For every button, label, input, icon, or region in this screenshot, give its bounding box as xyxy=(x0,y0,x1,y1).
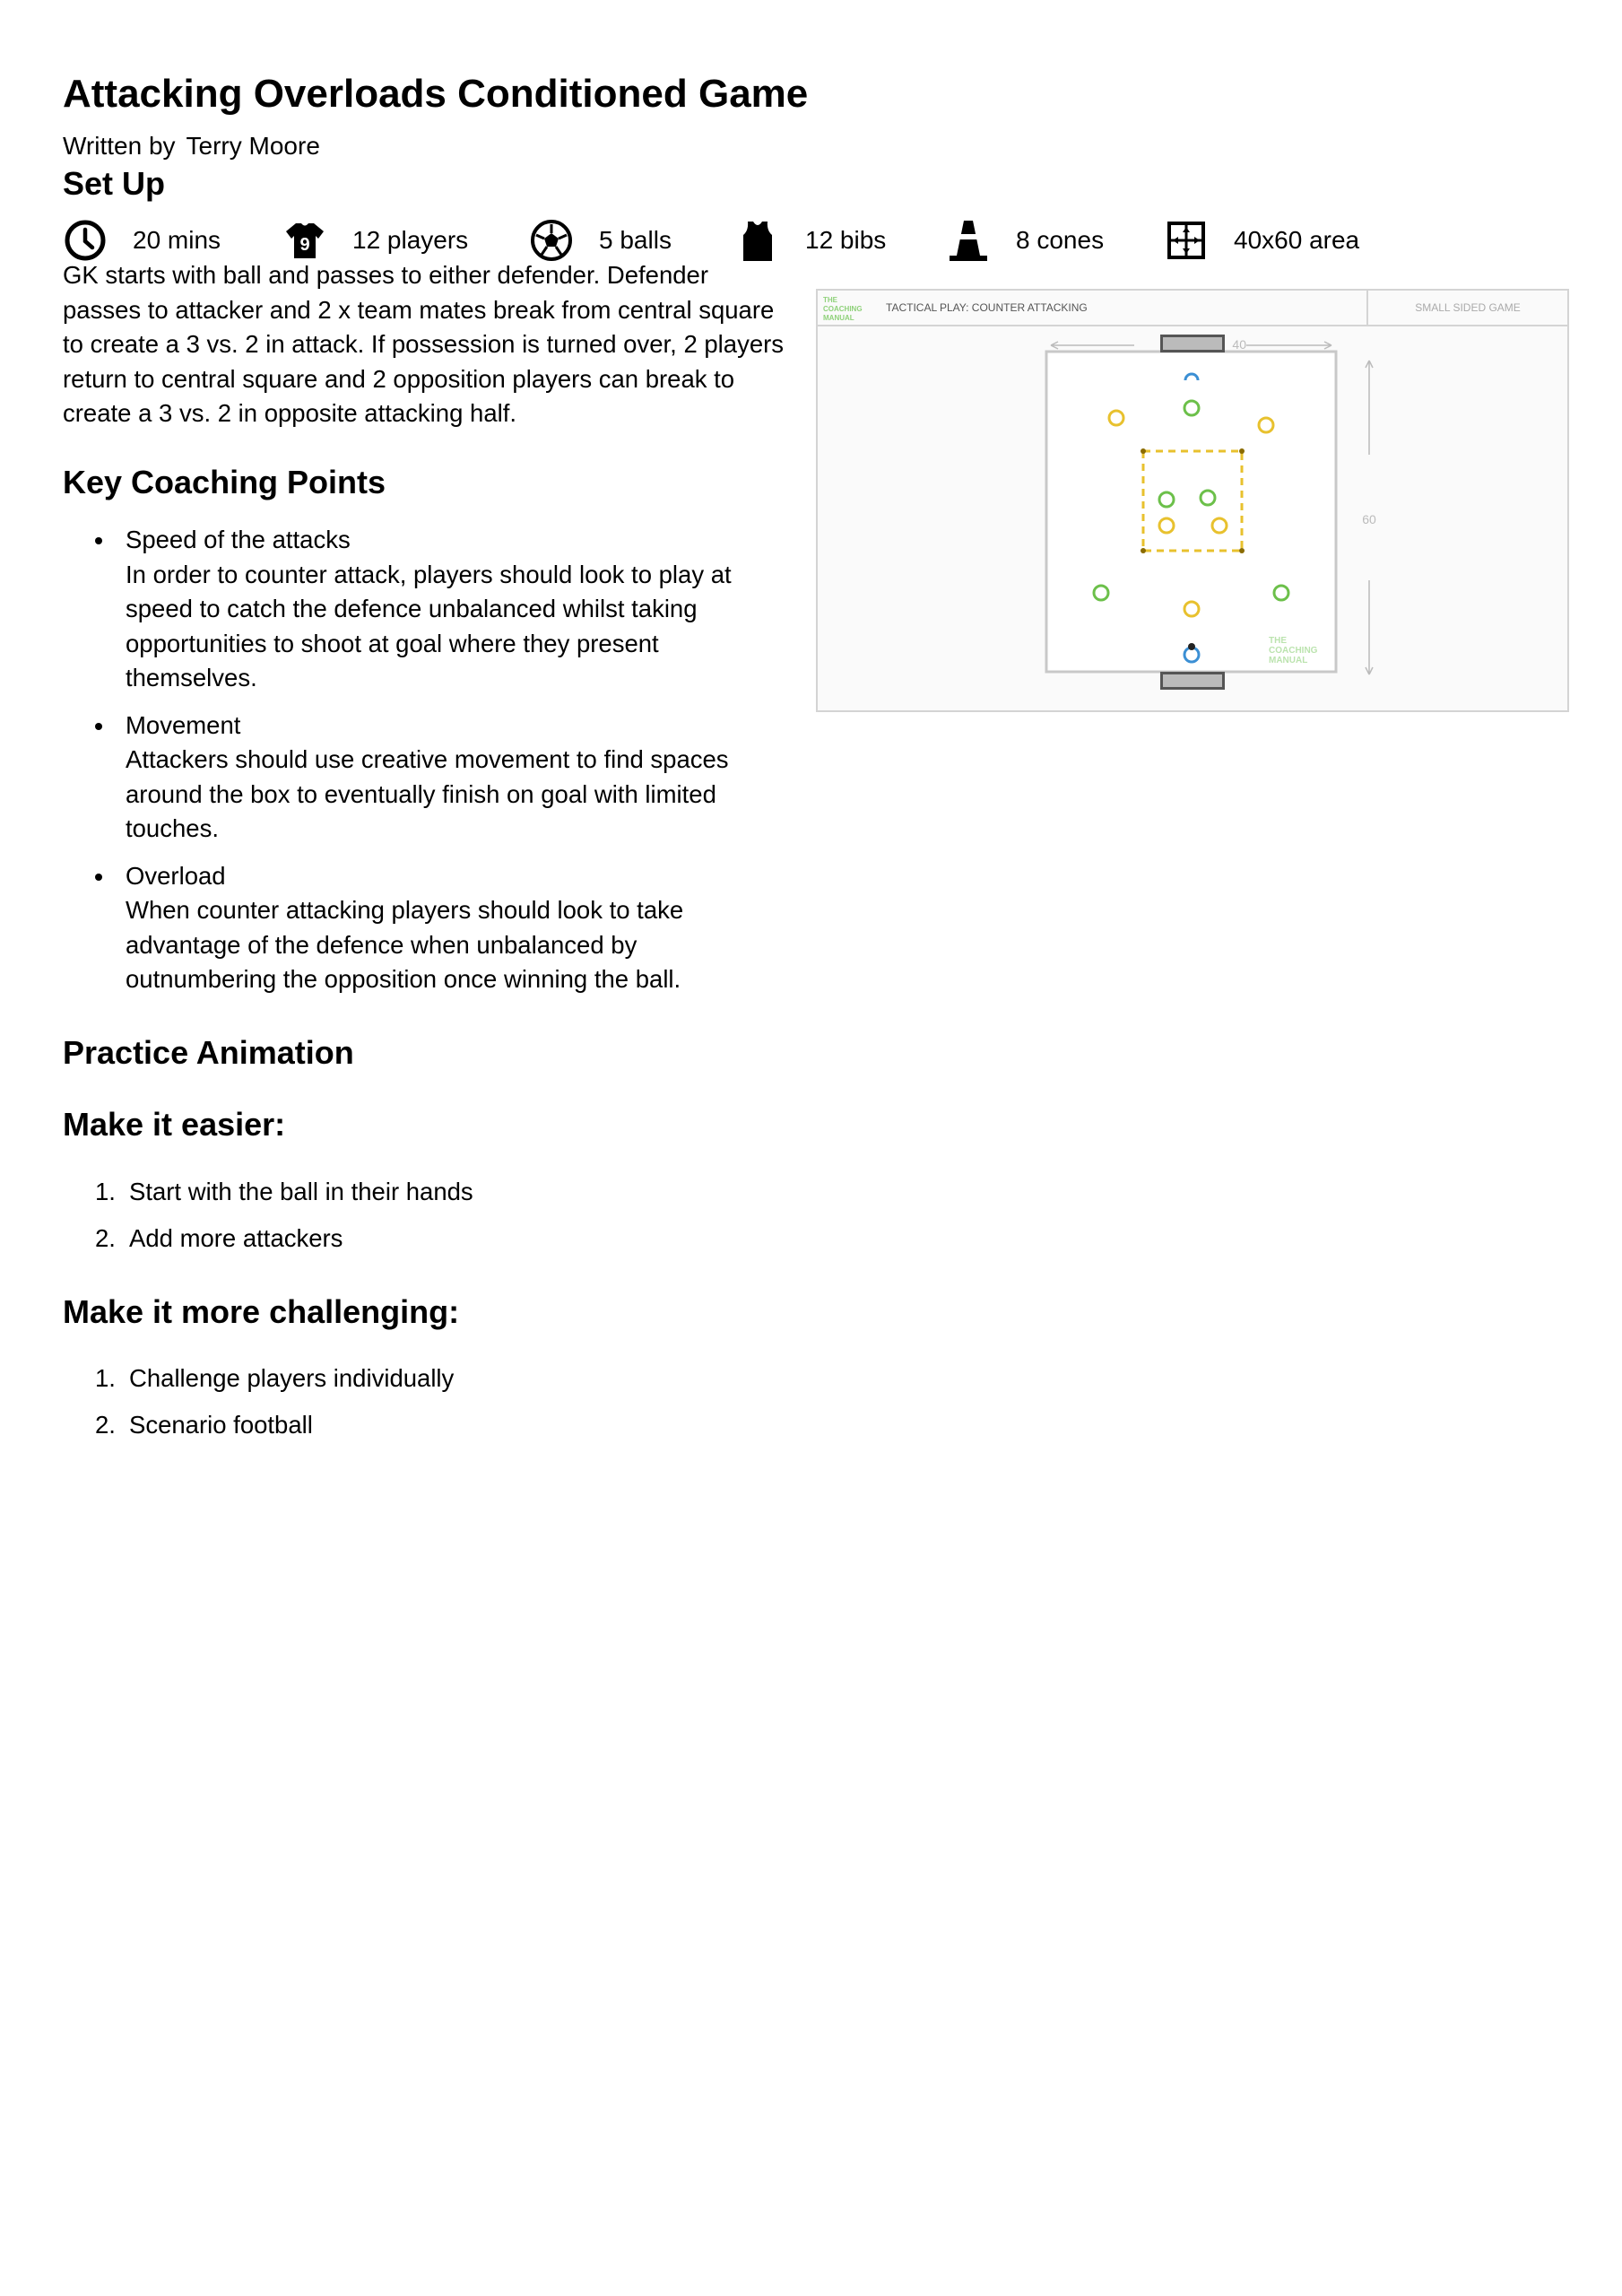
ball xyxy=(1188,643,1195,650)
svg-text:THE: THE xyxy=(823,296,837,304)
top-goal xyxy=(1160,335,1225,352)
svg-text:MANUAL: MANUAL xyxy=(1269,656,1308,665)
make-challenging-heading: Make it more challenging: xyxy=(63,1293,460,1330)
description-line: create a 3 vs. 2 in opposite attacking half. xyxy=(63,399,516,427)
cone-marker xyxy=(1239,548,1245,553)
point-line: around the box to eventually finish on goal with limited xyxy=(126,779,716,808)
clock-icon xyxy=(63,218,108,263)
point-line: opportunities to shoot at goal where they present xyxy=(126,629,659,657)
list-item xyxy=(126,709,834,847)
cone-marker xyxy=(1141,548,1146,553)
cone-icon xyxy=(946,218,991,263)
list-number: 2. xyxy=(95,1224,116,1252)
point-line: speed to catch the defence unbalanced whilst taking xyxy=(126,595,698,622)
shirt-number: 9 xyxy=(299,235,310,255)
equipment-label: 5 balls xyxy=(599,226,672,254)
point-line: advantage of the defence when unbalanced by xyxy=(126,930,638,959)
point-line: When counter attacking players should look to take xyxy=(126,896,684,924)
list-number: 1. xyxy=(95,1364,116,1392)
tactical-diagram xyxy=(816,289,1569,712)
equipment-label: 40x60 area xyxy=(1234,226,1360,254)
byline-label: Written by xyxy=(63,132,176,160)
point-line: themselves. xyxy=(126,664,257,691)
easier-list xyxy=(63,1175,473,1268)
equipment-label: 20 mins xyxy=(133,226,221,254)
byline xyxy=(63,132,320,161)
author-name: Terry Moore xyxy=(186,132,320,160)
svg-text:COACHING: COACHING xyxy=(823,305,863,313)
point-line: outnumbering the opposition once winning the ball. xyxy=(126,965,681,993)
bottom-goal xyxy=(1160,672,1225,690)
setup-heading: Set Up xyxy=(63,165,166,202)
equipment-label: 8 cones xyxy=(1016,226,1105,254)
list-text: Start with the ball in their hands xyxy=(129,1178,473,1205)
list-text: Challenge players individually xyxy=(129,1364,455,1392)
diagram-header-type: SMALL SIDED GAME xyxy=(1415,301,1521,314)
description-line: passes to attacker and 2 x team mates break from central square xyxy=(63,295,775,324)
point-title: Movement xyxy=(126,710,241,739)
point-title: Speed of the attacks xyxy=(126,526,351,553)
list-item xyxy=(63,1175,473,1222)
equipment-cones xyxy=(946,215,1104,265)
list-number: 1. xyxy=(95,1178,116,1205)
equipment-label: 12 bibs xyxy=(805,226,887,254)
list-text: Scenario football xyxy=(129,1411,313,1439)
ball-icon xyxy=(529,218,574,263)
description-line: return to central square and 2 opposition players can break to xyxy=(63,364,735,393)
list-item xyxy=(63,1361,454,1408)
cone-marker xyxy=(1239,448,1245,454)
list-text: Add more attackers xyxy=(129,1224,343,1252)
key-points-heading: Key Coaching Points xyxy=(63,464,386,500)
bib-icon xyxy=(735,218,780,263)
shirt-icon xyxy=(282,218,327,263)
list-item xyxy=(63,1222,473,1268)
key-points-list xyxy=(63,523,834,1010)
svg-text:COACHING: COACHING xyxy=(1269,646,1318,656)
list-item xyxy=(63,1408,454,1455)
area-icon xyxy=(1164,218,1209,263)
list-number: 2. xyxy=(95,1411,116,1439)
challenging-list xyxy=(63,1361,454,1455)
point-line: In order to counter attack, players should look to play at xyxy=(126,560,732,588)
setup-description xyxy=(63,258,807,431)
equipment-label: 12 players xyxy=(352,226,469,254)
point-line: Attackers should use creative movement to find spaces xyxy=(126,745,729,773)
equipment-area xyxy=(1164,215,1359,265)
practice-animation-heading: Practice Animation xyxy=(63,1034,354,1071)
svg-text:THE: THE xyxy=(1269,636,1287,646)
cone-marker xyxy=(1141,448,1146,454)
width-label: 40 xyxy=(1232,337,1246,352)
point-line: touches. xyxy=(126,814,219,842)
list-item xyxy=(126,859,834,997)
point-title: Overload xyxy=(126,861,226,890)
description-line: to create a 3 vs. 2 in attack. If possession is turned over, 2 players xyxy=(63,330,785,358)
list-item xyxy=(126,523,834,696)
description-line: GK starts with ball and passes to either defender. Defender xyxy=(63,261,708,289)
diagram-header-title: TACTICAL PLAY: COUNTER ATTACKING xyxy=(886,301,1088,314)
make-easier-heading: Make it easier: xyxy=(63,1106,286,1143)
page-title: Attacking Overloads Conditioned Game xyxy=(63,72,809,116)
svg-text:MANUAL: MANUAL xyxy=(823,314,854,322)
length-label: 60 xyxy=(1362,512,1376,526)
